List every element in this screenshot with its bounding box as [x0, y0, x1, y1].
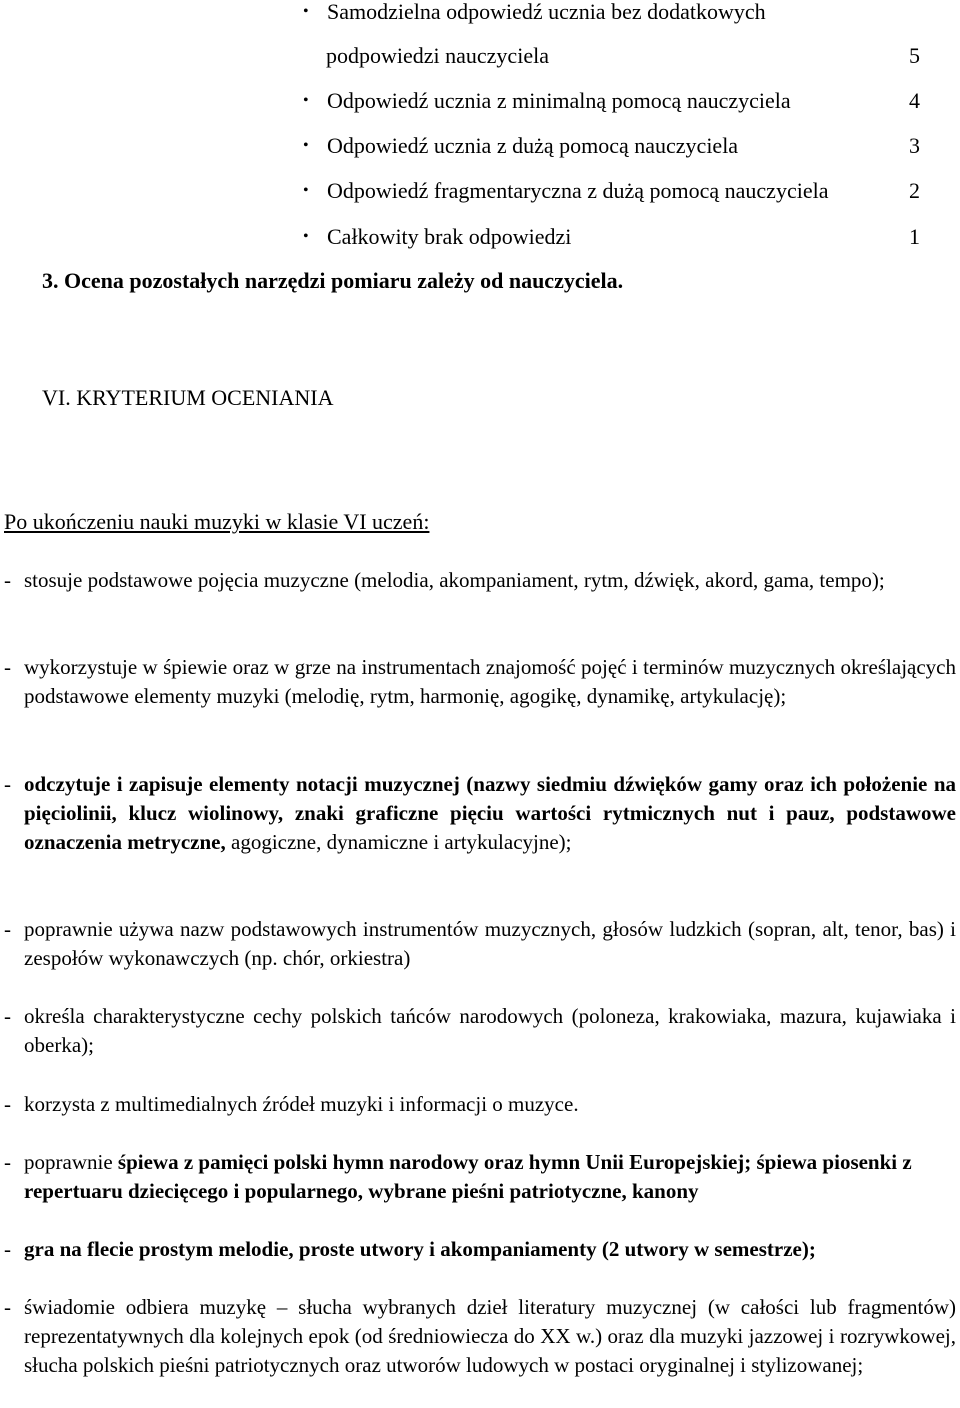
score-value: 2: [909, 178, 920, 203]
score-item-label: Samodzielna odpowiedź ucznia bez dodatkowych: [327, 0, 766, 24]
dash-marker: -: [4, 655, 11, 679]
criterion-item: [4, 1148, 956, 1206]
criterion-item: [4, 1090, 956, 1119]
criterion-item: [4, 653, 956, 711]
dash-marker: -: [4, 1004, 11, 1028]
criteria-intro: Po ukończeniu nauki muzyki w klasie VI uczeń:: [4, 509, 430, 534]
bullet-icon: •: [303, 92, 309, 109]
dash-marker: -: [4, 1092, 11, 1116]
score-item: [303, 86, 920, 116]
score-item-label: Odpowiedź ucznia z minimalną pomocą nauczyciela: [327, 88, 791, 113]
criterion-text: poprawnie używa nazw podstawowych instrumentów muzycznych, głosów ludzkich (sopran, alt, tenor, bas) i zespołów wykonawczych (np. chór, orkiestra): [24, 917, 956, 970]
criterion-bold-text: śpiewa z pamięci polski hymn narodowy oraz hymn Unii Europejskiej; śpiewa piosenki z repertuaru dziecięcego i popularnego, wybrane pieśni patriotyczne, kanony: [24, 1150, 912, 1203]
dash-marker: -: [4, 917, 11, 941]
dash-marker: -: [4, 1295, 11, 1319]
dash-marker: -: [4, 1237, 11, 1261]
score-value: 4: [909, 88, 920, 113]
bullet-icon: •: [303, 3, 309, 20]
criterion-item: [4, 1235, 956, 1264]
criterion-text: korzysta z multimedialnych źródeł muzyki i informacji o muzyce.: [24, 1092, 579, 1116]
score-item: [303, 222, 920, 252]
dash-marker: -: [4, 772, 11, 796]
score-item-label: podpowiedzi nauczyciela: [326, 43, 549, 68]
criterion-item: [4, 1002, 956, 1060]
section-title: VI. KRYTERIUM OCENIANIA: [42, 385, 334, 410]
bullet-icon: •: [303, 182, 309, 199]
score-item: [303, 131, 920, 161]
criterion-text: [24, 1148, 956, 1206]
criterion-text: stosuje podstawowe pojęcia muzyczne (melodia, akompaniament, rytm, dźwięk, akord, gama, tempo);: [24, 568, 885, 592]
score-item-label: Odpowiedź ucznia z dużą pomocą nauczyciela: [327, 133, 739, 158]
criterion-item: [4, 566, 956, 595]
point-3: 3. Ocena pozostałych narzędzi pomiaru zależy od nauczyciela.: [42, 268, 624, 293]
criterion-bold-text: gra na flecie prostym melodie, proste utwory i akompaniamenty (2 utwory w semestrze);: [24, 1237, 816, 1261]
score-value: 3: [909, 133, 920, 158]
criterion-normal-text: agogiczne, dynamiczne i artykulacyjne);: [225, 830, 572, 854]
score-item-continuation: [326, 41, 920, 71]
score-value: 5: [909, 43, 920, 68]
score-item: [303, 0, 920, 27]
criterion-text: wykorzystuje w śpiewie oraz w grze na instrumentach znajomość pojęć i terminów muzycznych określających podstawowe elementy muzyki (melodię, rytm, harmonię, agogikę, dynamikę, artykulację);: [24, 655, 956, 708]
criterion-item: [4, 770, 956, 857]
score-item-label: Odpowiedź fragmentaryczna z dużą pomocą nauczyciela: [327, 178, 829, 203]
criterion-text: świadomie odbiera muzykę – słucha wybranych dzieł literatury muzycznej (w całości lub fragmentów) reprezentatywnych dla kolejnych epok (od średniowiecza do XX w.) oraz dla muzyki jazzowej i rozrywkowej, słucha polskich pieśni patriotycznych oraz utworów ludowych w postaci oryginalnej i stylizowanej;: [24, 1295, 956, 1377]
criterion-item: [4, 915, 956, 973]
criterion-normal-text: poprawnie: [24, 1150, 118, 1174]
criterion-text: [24, 770, 956, 857]
dash-marker: -: [4, 1150, 11, 1174]
criterion-text: określa charakterystyczne cechy polskich tańców narodowych (poloneza, krakowiaka, mazura, kujawiaka i oberka);: [24, 1004, 956, 1057]
score-item: [303, 176, 920, 206]
score-value: 1: [909, 224, 920, 249]
criterion-bold-text: odczytuje i zapisuje elementy notacji muzycznej (nazwy siedmiu dźwięków gamy oraz ich położenie na pięciolinii, klucz wiolinowy, znaki graficzne pięciu wartości rytmicznych nut i pauz, podstawowe oznaczenia metryczne,: [24, 772, 956, 854]
score-item-label: Całkowity brak odpowiedzi: [327, 224, 572, 249]
dash-marker: -: [4, 568, 11, 592]
bullet-icon: •: [303, 228, 309, 245]
criterion-item: [4, 1293, 956, 1380]
bullet-icon: •: [303, 137, 309, 154]
